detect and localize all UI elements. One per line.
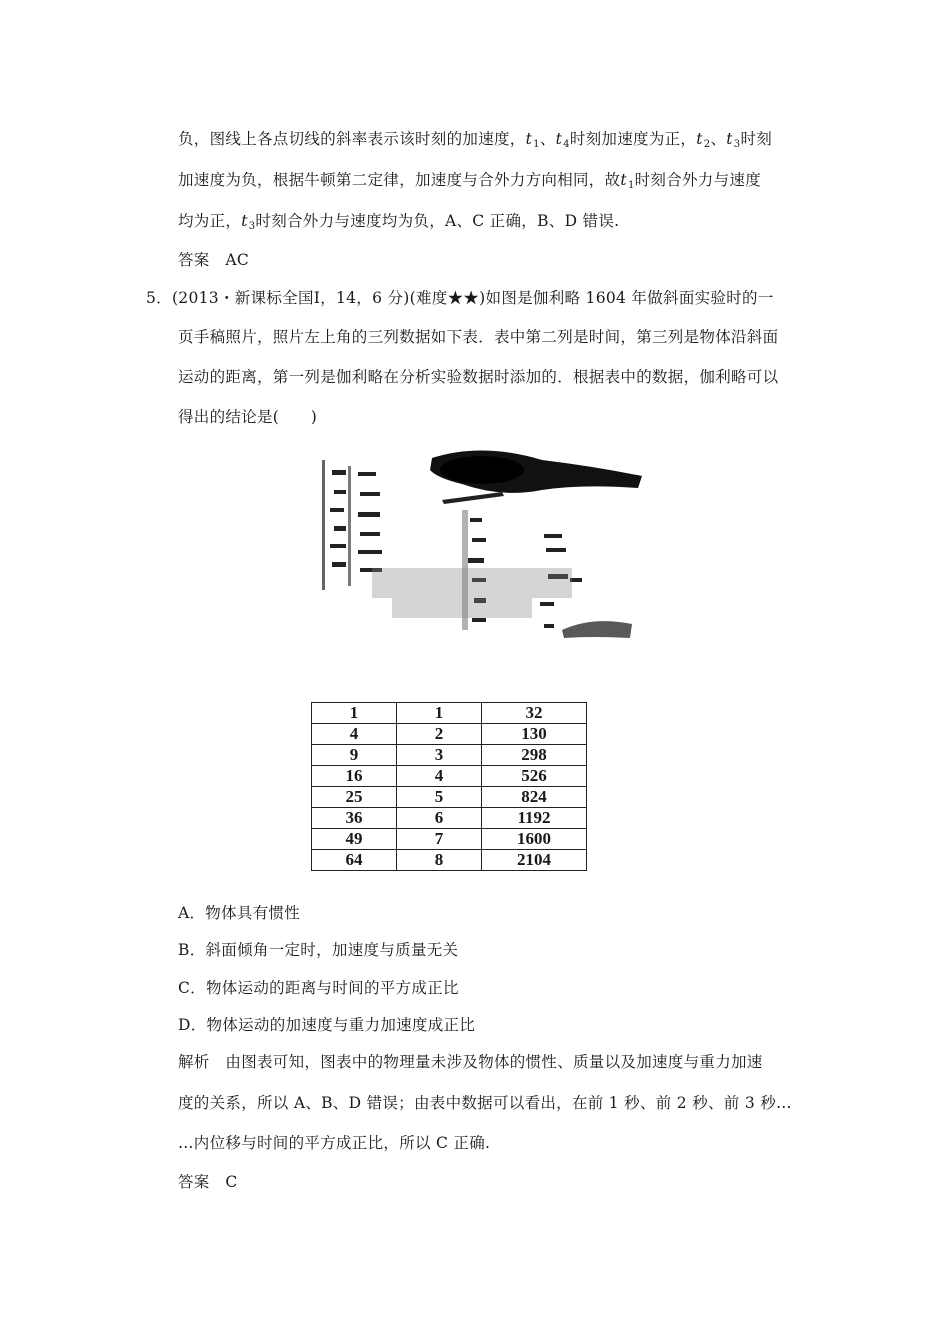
table-cell: 5 (397, 787, 482, 808)
table-cell: 49 (312, 829, 397, 850)
table-cell: 64 (312, 850, 397, 871)
table-cell: 16 (312, 766, 397, 787)
analysis-line-3: …内位移与时间的平方成正比，所以 C 正确. (178, 1134, 491, 1152)
table-row (312, 724, 587, 745)
table-cell: 32 (482, 703, 587, 724)
table-cell: 1 (312, 703, 397, 724)
table-cell: 1 (397, 703, 482, 724)
question-line-3: 运动的距离，第一列是伽利略在分析实验数据时添加的．根据表中的数据，伽利略可以 (178, 368, 779, 386)
question-line-4: 得出的结论是( ) (178, 408, 318, 426)
table-cell: 9 (312, 745, 397, 766)
table-cell: 1192 (482, 808, 587, 829)
explanation-line-2: 加速度为负，根据牛顿第二定律，加速度与合外力方向相同，故$t_1$时刻合外力与速度 (178, 171, 762, 191)
answer-current: 答案 C (178, 1173, 238, 1191)
option-d: D．物体运动的加速度与重力加速度成正比 (178, 1016, 476, 1034)
table-cell: 36 (312, 808, 397, 829)
question-line-1: 5．(2013・新课标全国Ⅰ，14，6 分)(难度★★)如图是伽利略 1604 年做斜面实验时的一 (146, 289, 774, 307)
table-cell: 4 (397, 766, 482, 787)
analysis-line-2: 度的关系，所以 A、B、D 错误；由表中数据可以看出，在前 1 秒、前 2 秒、前 3 秒… (178, 1094, 792, 1112)
option-c: C．物体运动的距离与时间的平方成正比 (178, 979, 459, 997)
table-cell: 3 (397, 745, 482, 766)
table-row (312, 787, 587, 808)
data-table (311, 702, 587, 871)
option-a: A．物体具有惯性 (178, 904, 301, 922)
table-row (312, 808, 587, 829)
analysis-line-1: 解析 由图表可知，图表中的物理量未涉及物体的惯性、质量以及加速度与重力加速 (178, 1053, 763, 1071)
table-row (312, 829, 587, 850)
table-cell: 526 (482, 766, 587, 787)
table-cell: 25 (312, 787, 397, 808)
table-cell: 1600 (482, 829, 587, 850)
table-cell: 8 (397, 850, 482, 871)
table-cell: 2 (397, 724, 482, 745)
table-cell: 298 (482, 745, 587, 766)
table-cell: 2104 (482, 850, 587, 871)
manuscript-photo (312, 448, 648, 654)
table-row (312, 850, 587, 871)
explanation-line-3: 均为正，$t_3$时刻合外力与速度均为负，A、C 正确，B、D 错误. (178, 212, 620, 232)
answer-prev: 答案 AC (178, 251, 250, 269)
table-cell: 6 (397, 808, 482, 829)
table-cell: 4 (312, 724, 397, 745)
table-row (312, 703, 587, 724)
table-row (312, 766, 587, 787)
table-row (312, 745, 587, 766)
question-line-2: 页手稿照片，照片左上角的三列数据如下表．表中第二列是时间，第三列是物体沿斜面 (178, 328, 779, 346)
option-b: B．斜面倾角一定时，加速度与质量无关 (178, 941, 459, 959)
table-cell: 824 (482, 787, 587, 808)
table-cell: 130 (482, 724, 587, 745)
table-cell: 7 (397, 829, 482, 850)
explanation-line-1: 负，图线上各点切线的斜率表示该时刻的加速度，$t_1$、$t_4$时刻加速度为正，$t_2$、$t_3$时刻 (178, 130, 773, 150)
